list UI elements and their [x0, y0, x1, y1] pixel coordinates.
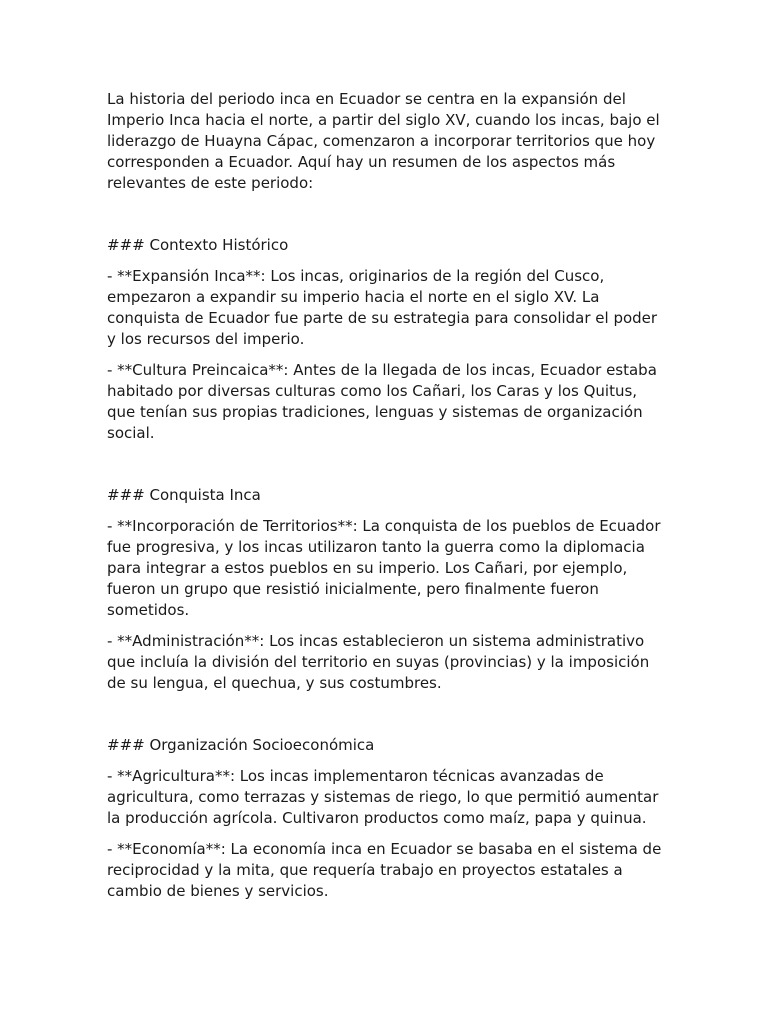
- section-heading-contexto: ### Contexto Histórico: [107, 236, 289, 254]
- intro-paragraph: La historia del periodo inca en Ecuador se centra en la expansión del Imperio Inca hacia el norte, a partir del siglo XV, cuando los incas, bajo el liderazgo de Huayna Cápac, comenzaron a incorporar territorios que hoy corresponden a Ecuador. Aquí hay un resumen de los aspectos más relevantes de este periodo:: [107, 90, 660, 192]
- list-item-expansion: - **Expansión Inca**: Los incas, originarios de la región del Cusco, empezaron a expandir su imperio hacia el norte en el siglo XV. La conquista de Ecuador fue parte de su estrategia para consolidar el poder y los recursos del imperio.: [107, 267, 658, 348]
- list-item-agricultura: - **Agricultura**: Los incas implementaron técnicas avanzadas de agricultura, como terrazas y sistemas de riego, lo que permitió aumentar la producción agrícola. Cultivaron productos como maíz, papa y quinua.: [107, 767, 659, 827]
- section-heading-organizacion: ### Organización Socioeconómica: [107, 736, 375, 754]
- list-item-incorporacion: - **Incorporación de Territorios**: La conquista de los pueblos de Ecuador fue progresiva, y los incas utilizaron tanto la guerra como la diplomacia para integrar a estos pueblos en su imperio. Los Cañari, por ejemplo, fueron un grupo que resistió inicialmente, pero finalmente fueron sometidos.: [107, 517, 661, 619]
- list-item-cultura: - **Cultura Preincaica**: Antes de la llegada de los incas, Ecuador estaba habitado por diversas culturas como los Cañari, los Caras y los Quitus, que tenían sus propias tradiciones, lenguas y sistemas de organización social.: [107, 361, 657, 442]
- list-item-economia: - **Economía**: La economía inca en Ecuador se basaba en el sistema de reciprocidad y la mita, que requería trabajo en proyectos estatales a cambio de bienes y servicios.: [107, 840, 662, 900]
- list-item-administracion: - **Administración**: Los incas establecieron un sistema administrativo que incluía la división del territorio en suyas (provincias) y la imposición de su lengua, el quechua, y sus costumbres.: [107, 632, 650, 692]
- section-heading-conquista: ### Conquista Inca: [107, 486, 261, 504]
- document-page: [107, 89, 667, 912]
